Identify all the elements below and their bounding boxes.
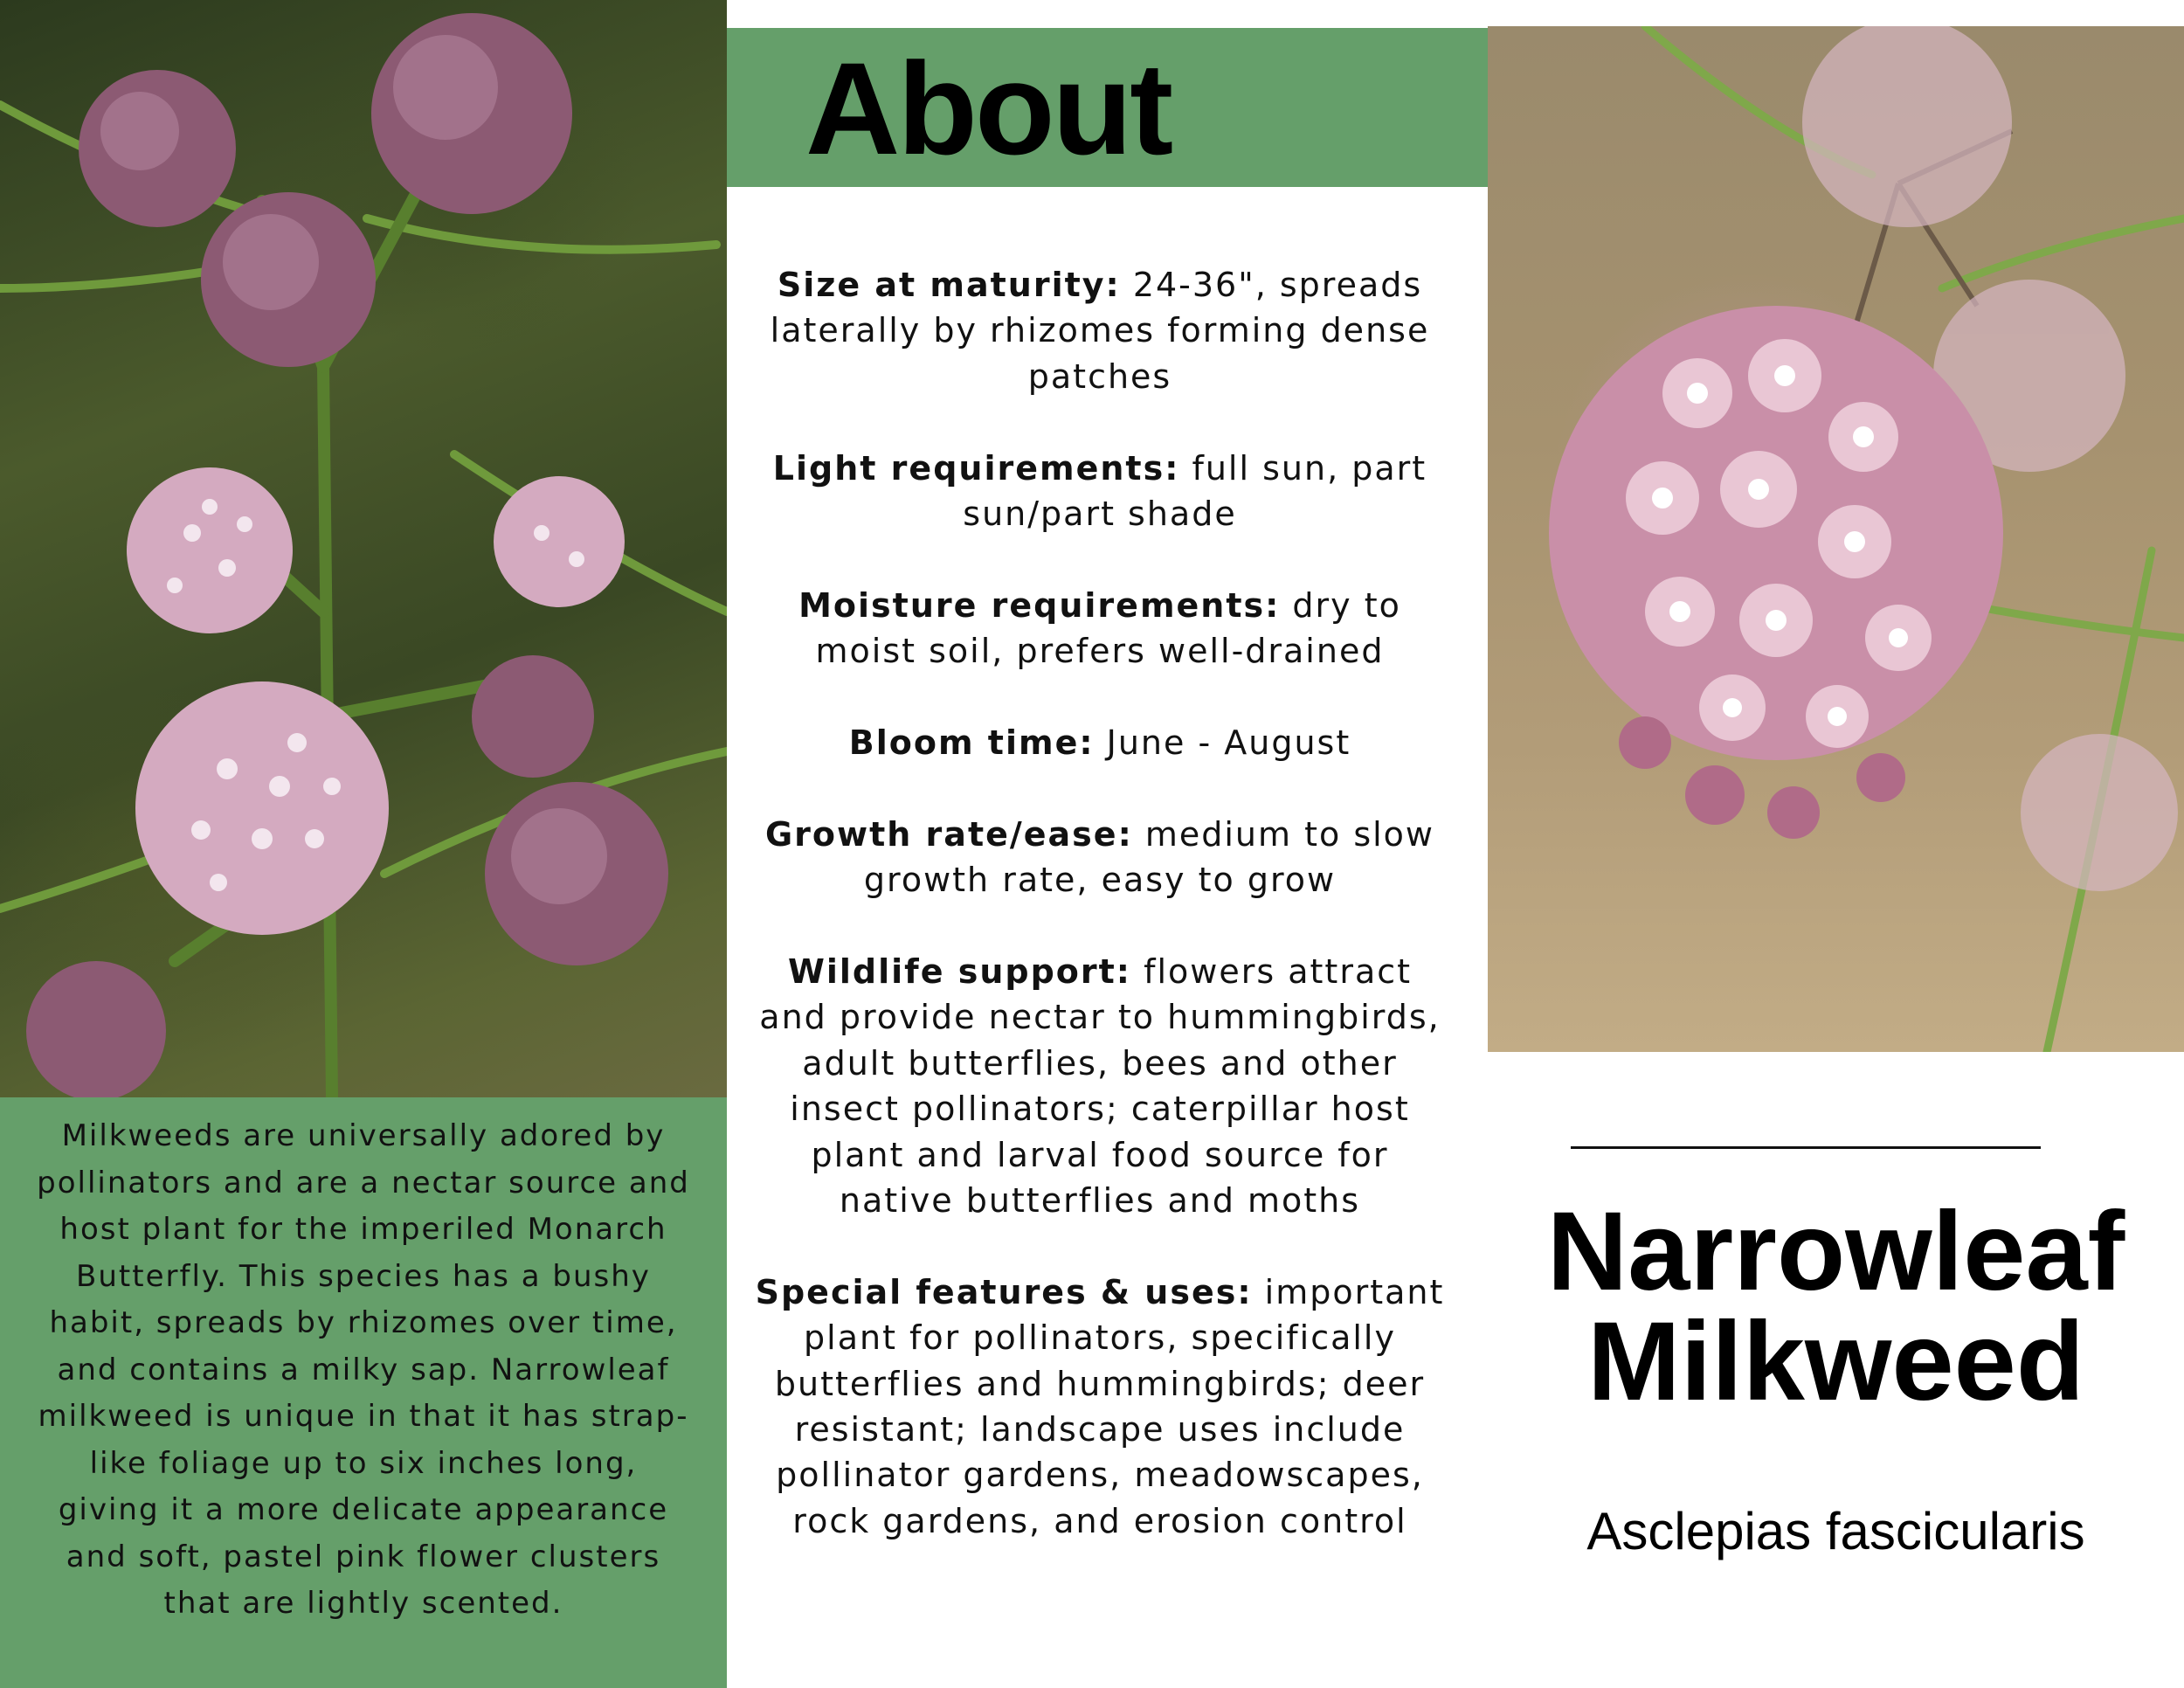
fact-light <box>753 446 1447 537</box>
fact-label: Bloom time: <box>848 723 1095 763</box>
fact-growth-rate <box>753 812 1447 903</box>
milkweed-illustration-right <box>1488 26 2184 1052</box>
fact-label: Moisture requirements: <box>798 585 1281 625</box>
fact-special-features <box>753 1269 1447 1544</box>
fact-size <box>753 262 1447 399</box>
common-name-line2: Milkweed <box>1586 1299 2085 1424</box>
fact-label: Size at maturity: <box>777 266 1121 304</box>
fact-value: full sun, part sun/part shade <box>963 448 1427 534</box>
fact-label: Growth rate/ease: <box>764 814 1133 854</box>
fact-value: important plant for pollinators, specifically butterflies and hummingbirds; deer resistant; landscape uses include pollinator gardens, meadowscapes, rock gardens, and erosion control <box>774 1272 1445 1540</box>
fact-label: Light requirements: <box>772 448 1180 488</box>
fact-label: Wildlife support: <box>787 952 1132 992</box>
fact-value: dry to moist soil, prefers well-drained <box>815 585 1401 671</box>
fact-wildlife-support <box>753 949 1447 1223</box>
facts-list <box>753 262 1447 1590</box>
plant-description: Milkweeds are universally adored by pollinators and are a nectar source and host plant for the imperiled Monarch Butterfly. This species has a bushy habit, spreads by rhizomes over time, and contains a milky sap. Narrowleaf milkweed is unique in that it has strap-like foliage up to six inches long, giving it a more delicate appearance and soft, pastel pink flower clusters that are lightly scented. <box>37 1118 690 1621</box>
title-divider <box>1571 1146 2041 1149</box>
fact-bloom-time <box>753 720 1447 765</box>
fact-value: June - August <box>1094 723 1351 763</box>
about-heading: About <box>805 35 1171 182</box>
common-name-line1: Narrowleaf <box>1546 1189 2125 1314</box>
fact-moisture <box>753 583 1447 675</box>
fact-value: medium to slow growth rate, easy to grow <box>863 814 1435 900</box>
fact-value: flowers attract and provide nectar to hummingbirds, adult butterflies, bees and other insect pollinators; caterpillar host plant and larval food source for native butterflies and moths <box>759 952 1441 1221</box>
common-name <box>1488 1189 2184 1424</box>
milkweed-photo-right <box>1488 26 2184 1052</box>
fact-value: 24-36", spreads laterally by rhizomes forming dense patches <box>770 266 1430 396</box>
fact-label: Special features & uses: <box>755 1272 1253 1311</box>
milkweed-illustration-left <box>0 0 727 1097</box>
milkweed-photo-left <box>0 0 727 1097</box>
scientific-name: Asclepias fascicularis <box>1586 1502 2085 1560</box>
